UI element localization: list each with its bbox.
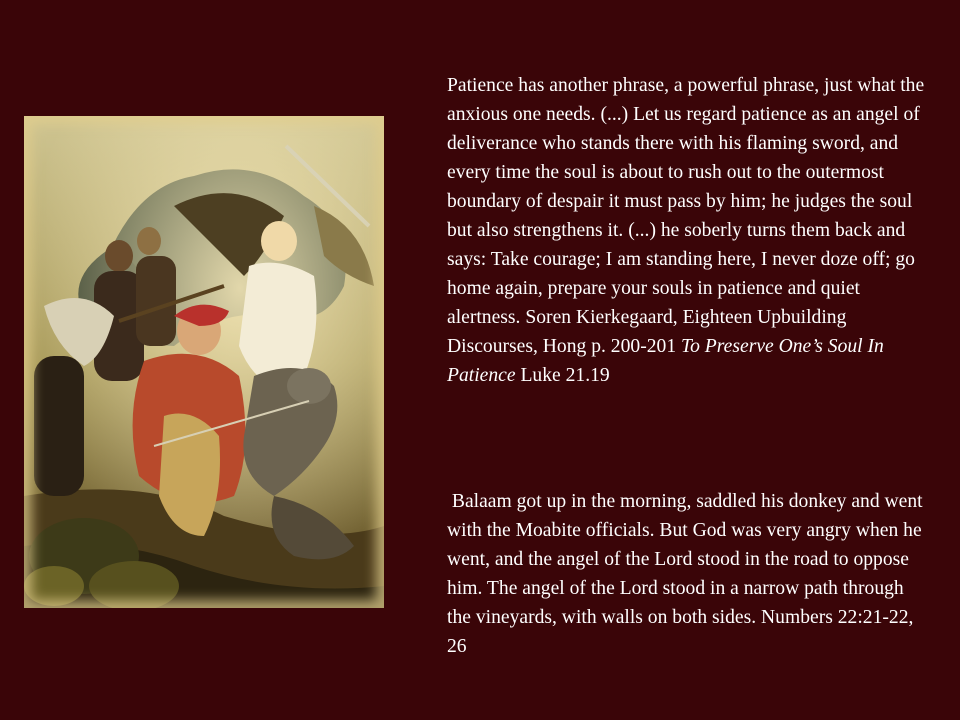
quote-2-text: Balaam got up in the morning, saddled his donkey and went with the Moabite officials. But God was very angry when he went, and the angel of the Lord stood in the road to oppose him. The angel of the Lord stood in a narrow path through the vineyards, with walls on both sides. Numbers 22:21-22, 26 xyxy=(447,491,923,657)
painting-illustration xyxy=(24,116,384,608)
quote-1-title: To Preserve One’s Soul In Patience xyxy=(447,336,884,386)
kierkegaard-quote xyxy=(447,71,925,390)
quote-1-text: Patience has another phrase, a powerful phrase, just what the anxious one needs. (...) Let us regard patience as an angel of deliverance who stands there with his flaming sword, and every time the soul is about to rush out to the outermost boundary of despair it must pass by him; he judges the soul but also strengthens it. (...) he soberly turns them back and says: Take courage; I am standing here, I never doze off; go home again, prepare your souls in patience and quiet alertness. Soren Kierkegaard, Eighteen Upbuilding Discourses, Hong p. 200-201 xyxy=(447,75,925,357)
quote-1-reference: Luke 21.19 xyxy=(520,365,610,386)
numbers-quote xyxy=(447,487,925,661)
painting-image xyxy=(24,116,384,608)
